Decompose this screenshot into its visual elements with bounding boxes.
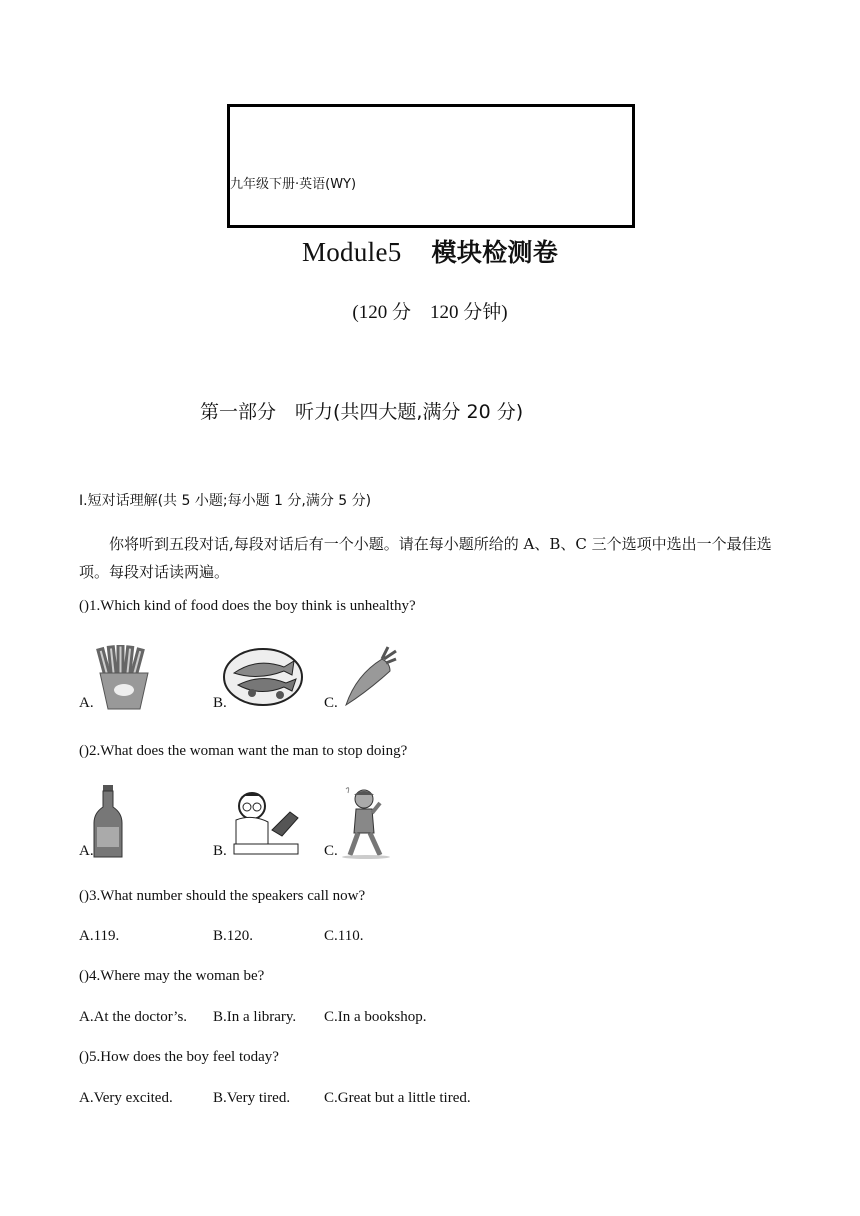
- test-name: 模块检测卷: [431, 238, 559, 267]
- beer-bottle-icon: [90, 785, 126, 859]
- fish-plate-icon: [222, 645, 304, 707]
- section-heading: Ⅰ.短对话理解(共 5 小题;每小题 1 分,满分 5 分): [79, 493, 372, 509]
- instructions: 你将听到五段对话,每段对话后有一个小题。请在每小题所给的 A、B、C 三个选项中选出一个最佳选项。每段对话读两遍。: [79, 535, 772, 581]
- option-1a[interactable]: A.: [79, 695, 94, 711]
- question-4: ()4.Where may the woman be?: [79, 968, 265, 984]
- boy-computer-icon: [228, 790, 300, 858]
- option-2b[interactable]: B.: [213, 843, 227, 859]
- question-5: ()5.How does the boy feel today?: [79, 1049, 279, 1065]
- question-2: ()2.What does the woman want the man to stop doing?: [79, 743, 408, 759]
- option-1c[interactable]: C.: [324, 695, 338, 711]
- carrot-icon: [338, 645, 398, 707]
- module-number: Module5: [301, 237, 402, 267]
- question-3: ()3.What number should the speakers call now?: [79, 888, 366, 904]
- option-3a[interactable]: A.119.: [79, 928, 120, 944]
- option-2c[interactable]: C.: [324, 843, 338, 859]
- option-3b[interactable]: B.120.: [213, 928, 254, 944]
- score-time: (120 分 120 分钟): [352, 302, 508, 323]
- option-3c[interactable]: C.110.: [324, 928, 364, 944]
- part-heading: 第一部分 听力(共四大题,满分 20 分): [200, 401, 524, 423]
- option-5c[interactable]: C.Great but a little tired.: [324, 1090, 471, 1106]
- option-4c[interactable]: C.In a bookshop.: [324, 1009, 427, 1025]
- question-1: ()1.Which kind of food does the boy think is unhealthy?: [79, 598, 416, 614]
- option-1b[interactable]: B.: [213, 695, 227, 711]
- option-4a[interactable]: A.At the doctor’s.: [79, 1009, 188, 1025]
- header-box: [227, 104, 635, 228]
- option-4b[interactable]: B.In a library.: [213, 1009, 297, 1025]
- option-2a[interactable]: A.: [79, 843, 94, 859]
- book-label: 九年级下册·英语(WY): [230, 177, 357, 192]
- french-fries-icon: [92, 645, 157, 710]
- man-smoking-icon: [340, 785, 394, 859]
- option-5b[interactable]: B.Very tired.: [213, 1090, 291, 1106]
- page-title: [0, 233, 860, 269]
- option-5a[interactable]: A.Very excited.: [79, 1090, 173, 1106]
